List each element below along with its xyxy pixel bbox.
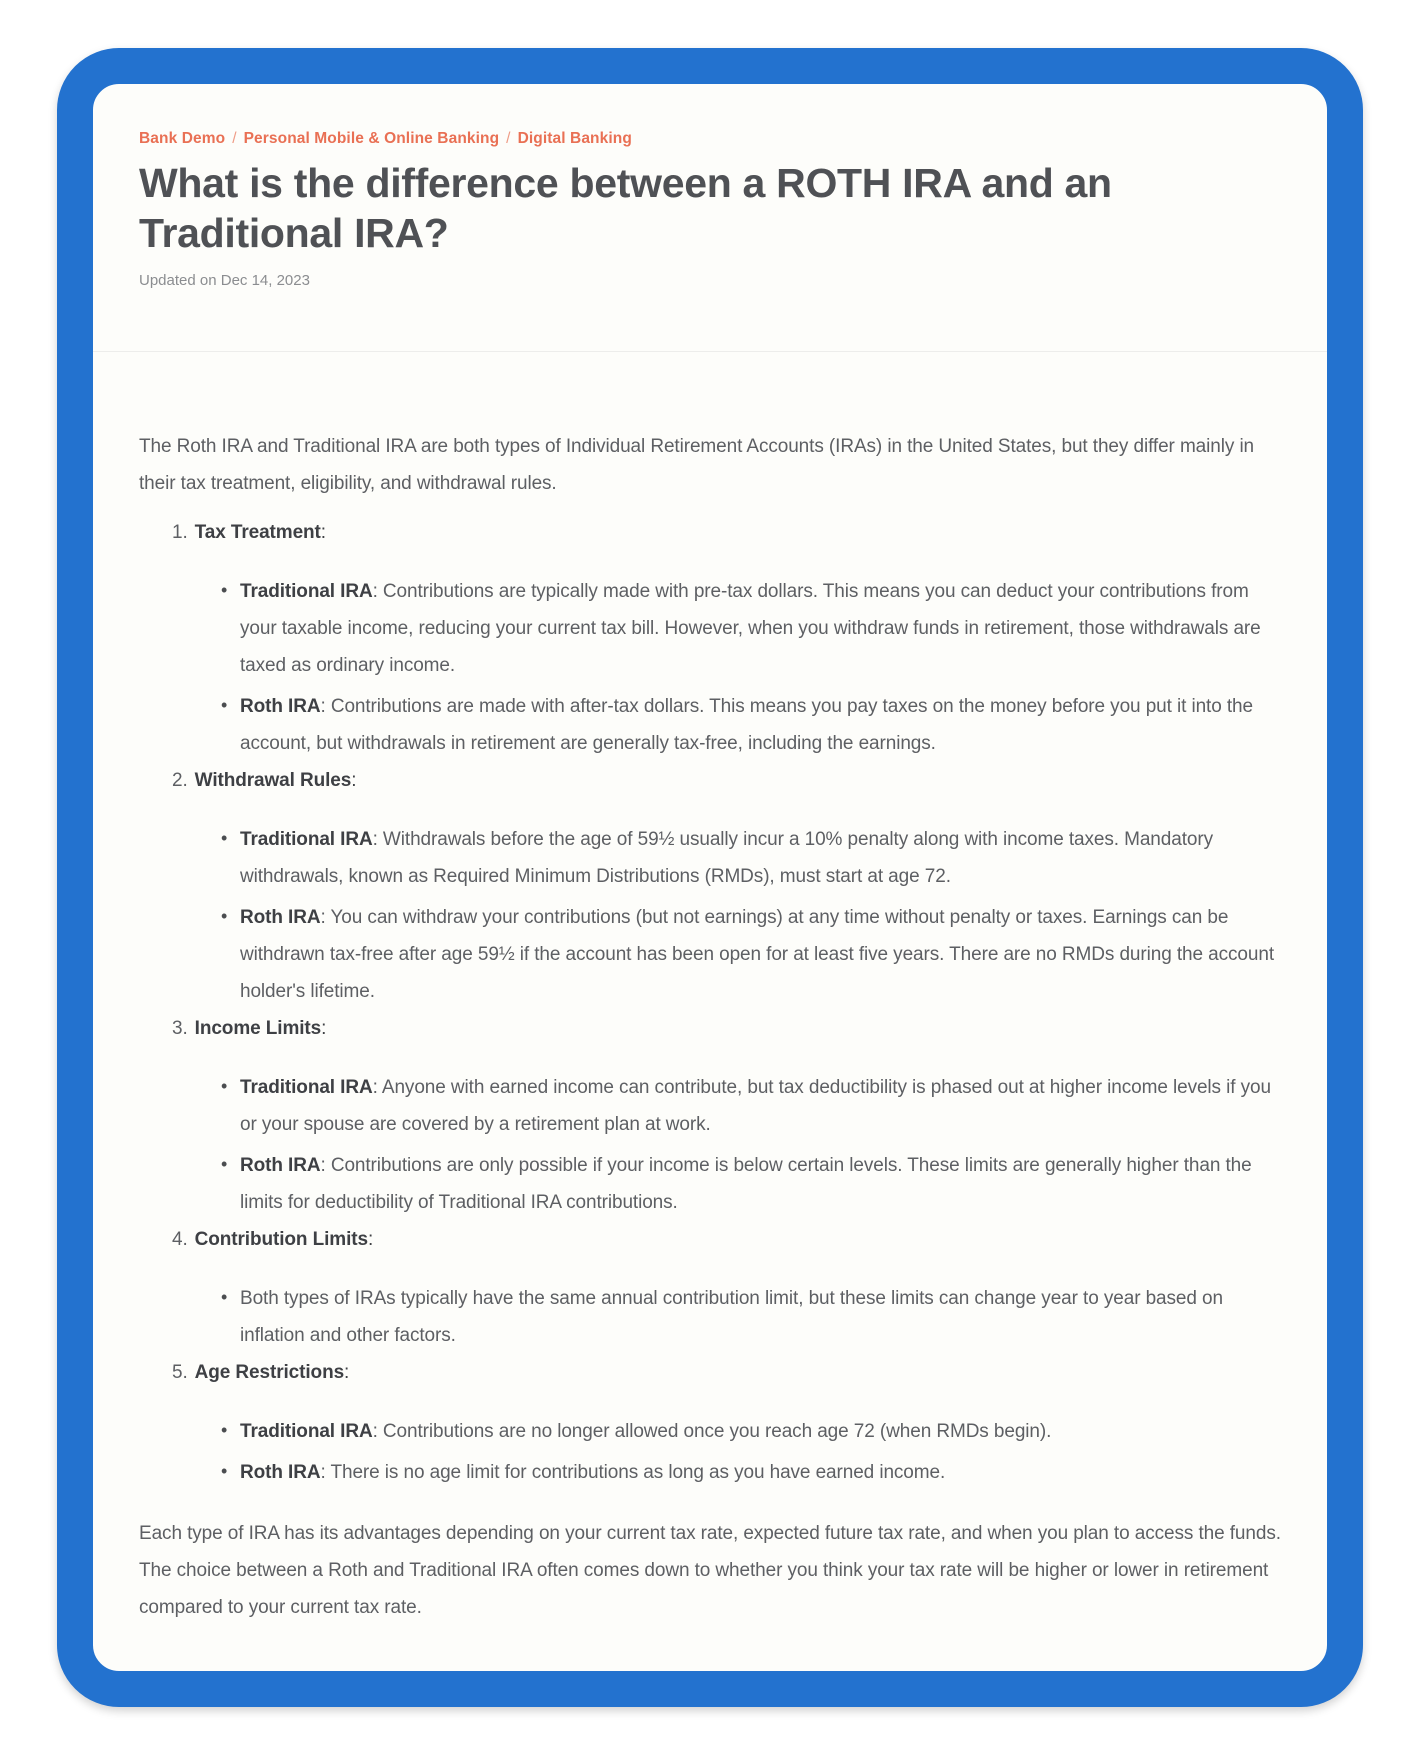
bullet-item	[240, 573, 1281, 684]
bullet-text: Both types of IRAs typically have the same annual contribution limit, but these limits can change year to year based on inflation and other factors.	[240, 1288, 1223, 1346]
breadcrumb-separator: /	[506, 130, 511, 147]
section-heading: Tax Treatment	[194, 522, 321, 543]
bullet-item	[240, 899, 1281, 1010]
bullet-term: Traditional IRA	[240, 829, 373, 850]
section-heading-row	[139, 1010, 1281, 1047]
section-bullets	[139, 1280, 1281, 1354]
section-heading-row	[139, 1354, 1281, 1391]
bullet-text: : You can withdraw your contributions (but not earnings) at any time without penalty or taxes. Earnings can be withdrawn tax-free after age 59½ if the account has been open for at least five years. There are no RMDs during the account holder's lifetime.	[240, 907, 1274, 1002]
section-number: 4.	[172, 1229, 188, 1250]
breadcrumb	[139, 129, 1281, 148]
section-heading-row	[139, 514, 1281, 551]
section-number: 2.	[172, 770, 188, 791]
bullet-text: : Anyone with earned income can contribute, but tax deductibility is phased out at higher income levels if you or your spouse are covered by a retirement plan at work.	[240, 1077, 1271, 1135]
conclusion-paragraph: Each type of IRA has its advantages depending on your current tax rate, expected future tax rate, and when you plan to access the funds. The choice between a Roth and Traditional IRA often comes down to whether you think your tax rate will be higher or lower in retirement compared to your current tax rate.	[139, 1523, 1281, 1618]
bullet-text: : Contributions are only possible if your income is below certain levels. These limits are generally higher than the limits for deductibility of Traditional IRA contributions.	[240, 1155, 1252, 1213]
bullet-item	[240, 821, 1281, 895]
bullet-item	[240, 1454, 1281, 1491]
bullet-text: : Contributions are typically made with pre-tax dollars. This means you can deduct your contributions from your taxable income, reducing your current tax bill. However, when you withdraw funds in retirement, those withdrawals are taxed as ordinary income.	[240, 581, 1261, 676]
bullet-text: : Contributions are made with after-tax dollars. This means you pay taxes on the money before you put it into the account, but withdrawals in retirement are generally tax-free, including the earnings.	[240, 696, 1253, 754]
list-section	[139, 1010, 1281, 1221]
bullet-item	[240, 688, 1281, 762]
bullet-term: Roth IRA	[240, 696, 321, 717]
breadcrumb-link-digital-banking[interactable]: Digital Banking	[517, 130, 632, 147]
section-number: 3.	[172, 1018, 188, 1039]
article-body	[93, 352, 1327, 1626]
bullet-term: Roth IRA	[240, 1155, 321, 1176]
section-heading-colon: :	[321, 1018, 327, 1039]
list-section	[139, 514, 1281, 762]
list-section	[139, 1354, 1281, 1491]
bullet-term: Roth IRA	[240, 1462, 321, 1483]
bullet-item	[240, 1413, 1281, 1450]
section-heading: Withdrawal Rules	[194, 770, 352, 791]
section-heading-colon: :	[367, 1229, 374, 1250]
bullet-text: : There is no age limit for contributions as long as you have earned income.	[320, 1462, 946, 1483]
section-bullets	[139, 821, 1281, 1010]
section-heading-row	[139, 762, 1281, 799]
bullet-item	[240, 1069, 1281, 1143]
intro-paragraph: The Roth IRA and Traditional IRA are both types of Individual Retirement Accounts (IRAs) in the United States, but they differ mainly in their tax treatment, eligibility, and withdrawal rules.	[139, 436, 1255, 494]
bullet-item	[240, 1280, 1281, 1354]
section-bullets	[139, 1069, 1281, 1221]
article-header	[93, 84, 1327, 290]
list-section	[139, 1221, 1281, 1354]
bullet-text: : Contributions are no longer allowed once you reach age 72 (when RMDs begin).	[372, 1421, 1052, 1442]
bullet-item	[240, 1147, 1281, 1221]
bullet-term: Traditional IRA	[240, 1077, 373, 1098]
list-section	[139, 762, 1281, 1010]
bullet-term: Traditional IRA	[240, 581, 373, 602]
page-title: What is the difference between a ROTH IRA and an Traditional IRA?	[139, 160, 1112, 256]
updated-date: Updated on Dec 14, 2023	[139, 272, 310, 289]
bullet-text: : Withdrawals before the age of 59½ usually incur a 10% penalty along with income taxes. Mandatory withdrawals, known as Required Minimum Distributions (RMDs), must start at age 72.	[240, 829, 1213, 887]
bullet-term: Roth IRA	[240, 907, 321, 928]
breadcrumb-link-personal-mobile-online-banking[interactable]: Personal Mobile & Online Banking	[243, 130, 500, 147]
section-bullets	[139, 573, 1281, 762]
section-heading-colon: :	[320, 522, 326, 543]
section-heading: Income Limits	[194, 1018, 322, 1039]
section-heading-row	[139, 1221, 1281, 1258]
section-bullets	[139, 1413, 1281, 1491]
breadcrumb-link-bank-demo[interactable]: Bank Demo	[139, 130, 226, 147]
section-number: 1.	[172, 522, 188, 543]
bullet-term: Traditional IRA	[240, 1421, 373, 1442]
section-number: 5.	[172, 1362, 188, 1383]
section-heading: Age Restrictions	[194, 1362, 345, 1383]
section-heading: Contribution Limits	[194, 1229, 368, 1250]
section-heading-colon: :	[351, 770, 357, 791]
article-card	[57, 48, 1363, 1707]
ira-differences-list	[139, 514, 1281, 1491]
section-heading-colon: :	[344, 1362, 350, 1383]
breadcrumb-separator: /	[232, 130, 237, 147]
